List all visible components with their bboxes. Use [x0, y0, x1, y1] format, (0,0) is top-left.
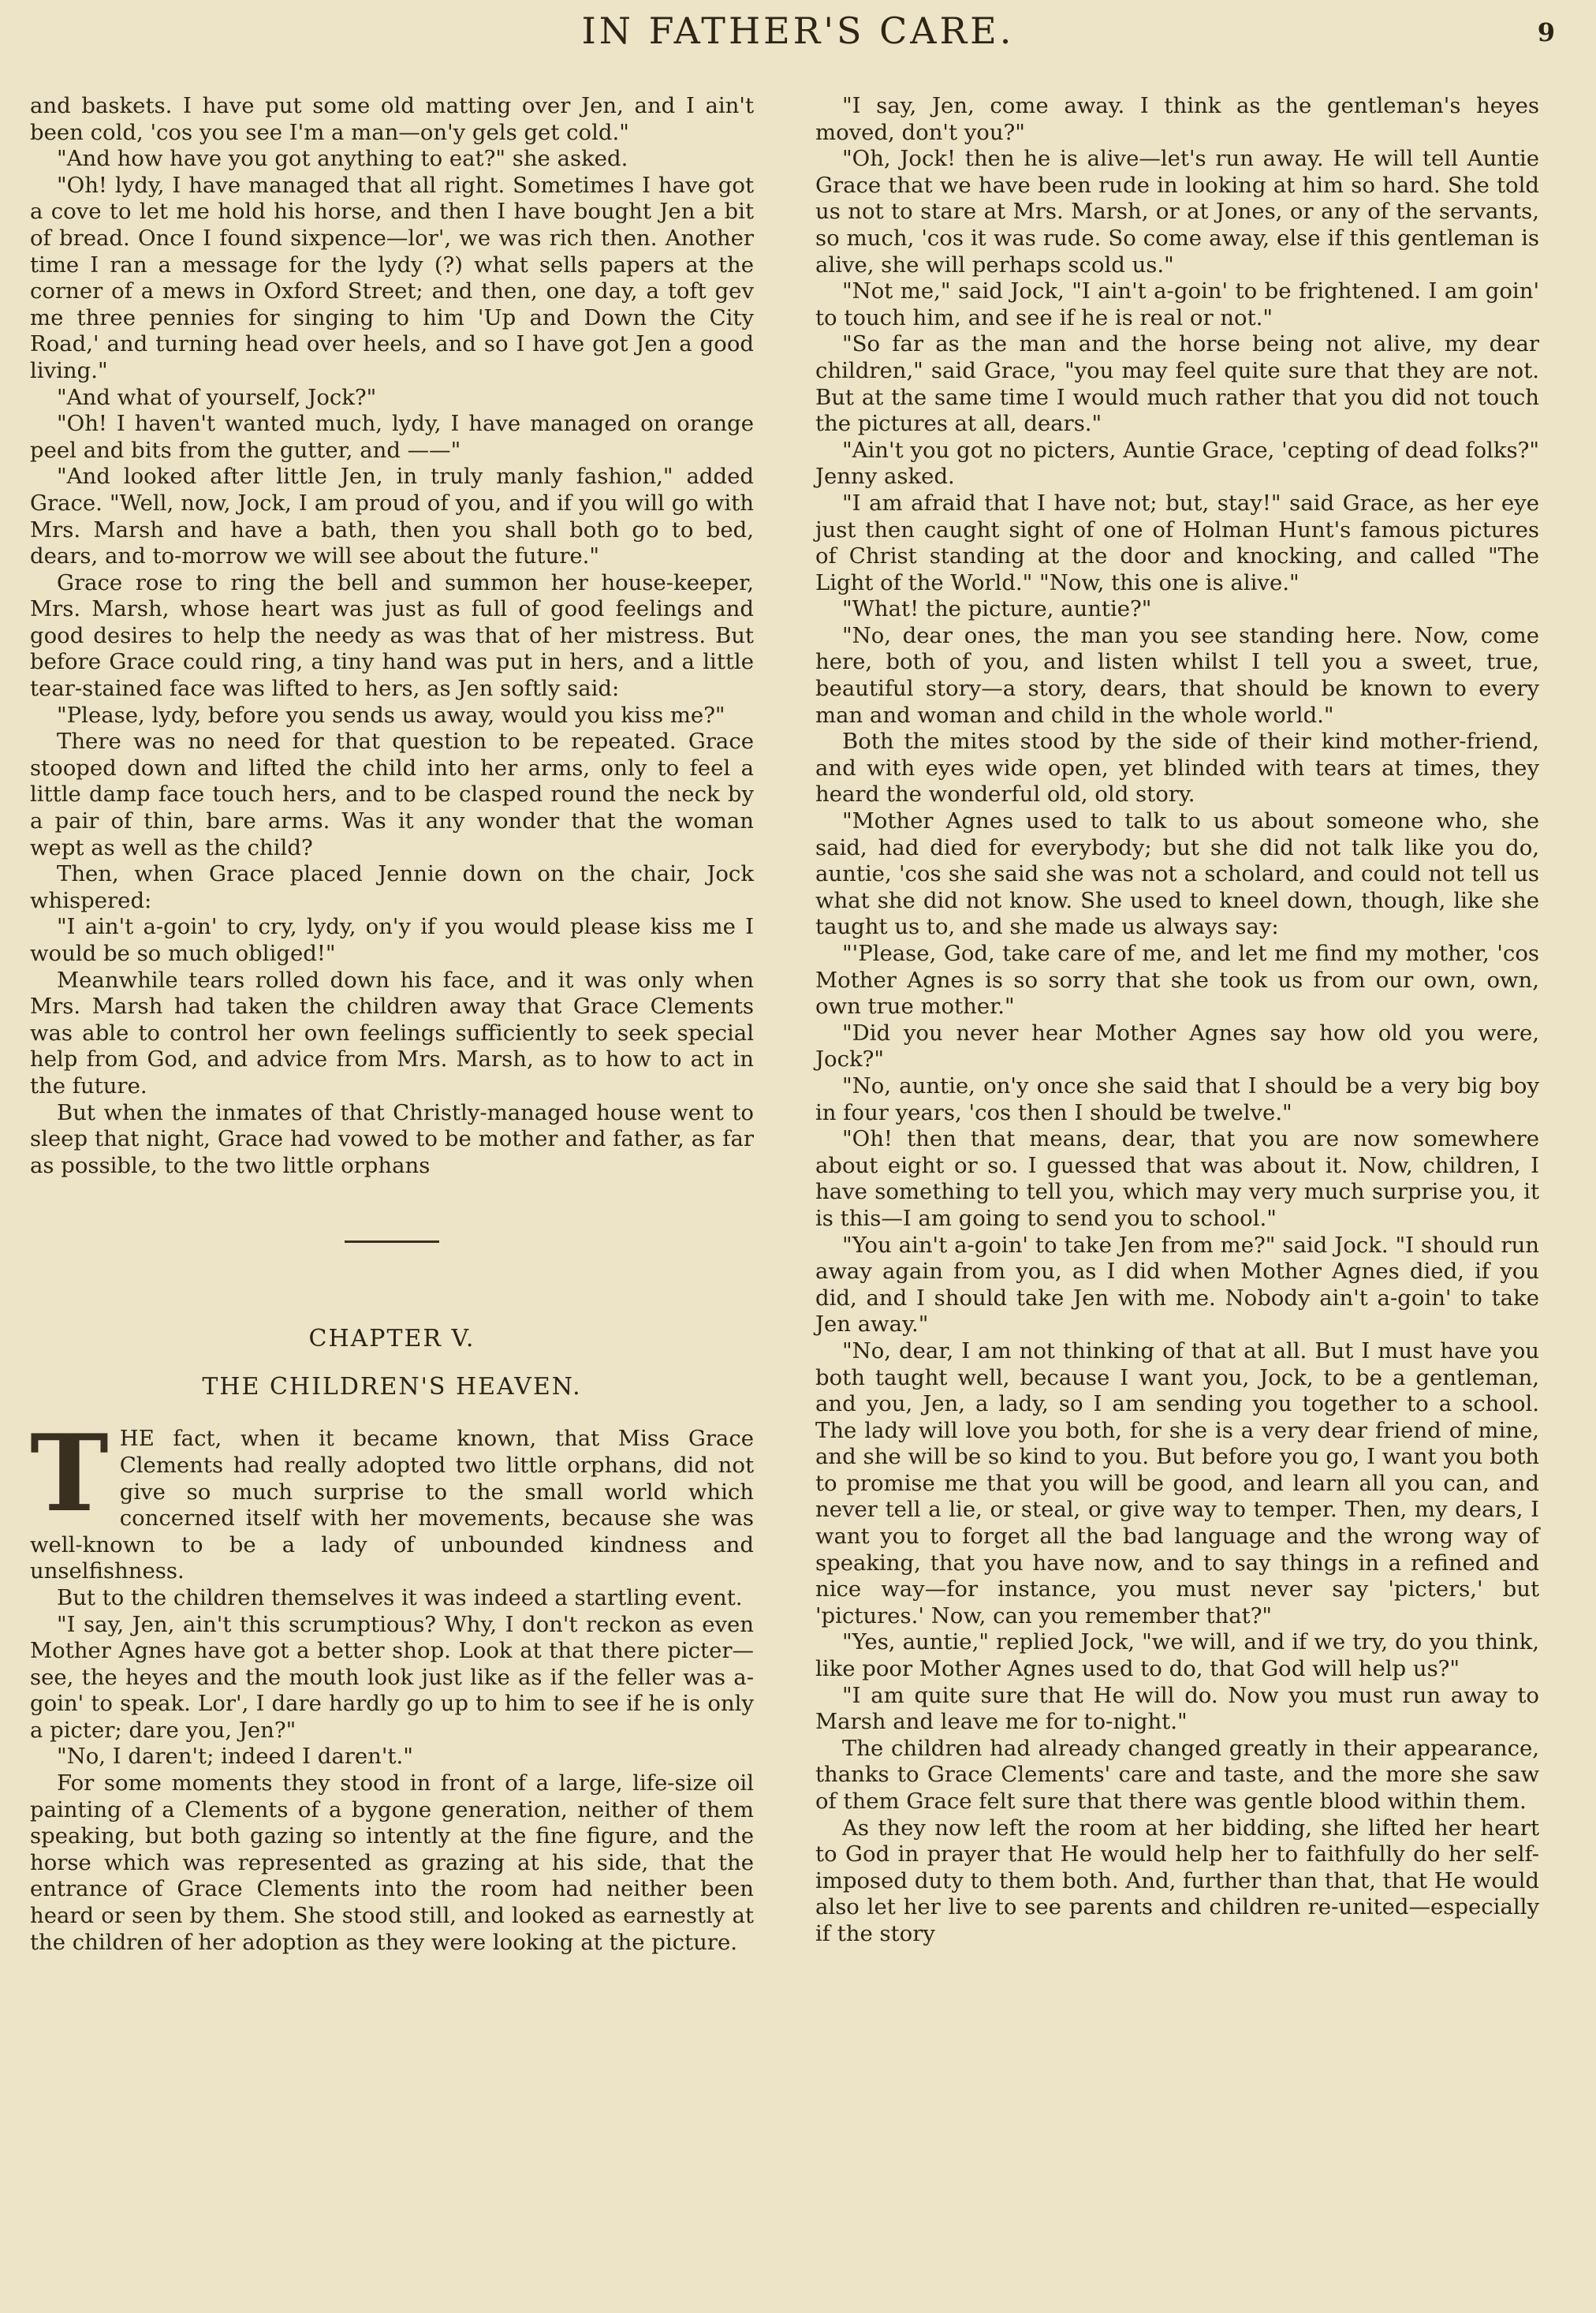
paragraph: Both the mites stood by the side of their kind mother-friend, and with eyes wide open, yet blinded with tears at times, they heard the wonderful old, old story. — [815, 729, 1539, 808]
paragraph: "Please, lydy, before you sends us away, would you kiss me?" — [57, 702, 725, 728]
paragraph: "Did you never hear Mother Agnes say how old you were, Jock?" — [815, 1020, 1539, 1073]
paragraph: "I am quite sure that He will do. Now you must run away to Marsh and leave me for to-night." — [815, 1682, 1539, 1735]
paragraph: "And looked after little Jen, in truly manly fashion," added Grace. "Well, now, Jock, I am proud of you, and if you will go with Mrs. Marsh and have a bath, then you shall both go to bed, dears, and to-morrow we will see about the future." — [30, 464, 754, 569]
paragraph: Then, when Grace placed Jennie down on the chair, Jock whispered: — [30, 861, 754, 913]
paragraph: But when the inmates of that Christly-managed house went to sleep that night, Grace had vowed to be mother and father, as far as possible, to the two little orphans — [30, 1099, 754, 1178]
paragraph: "'Please, God, take care of me, and let me find my mother, 'cos Mother Agnes is so sorry that she took us from our own, own, own true mother." — [815, 941, 1539, 1020]
paragraph: "Ain't you got no picters, Auntie Grace, 'cepting of dead folks?" Jenny asked. — [815, 437, 1539, 490]
paragraph: "I say, Jen, ain't this scrumptious? Why, I don't reckon as even Mother Agnes have got a better shop. Look at that there picter—see, the heyes and the mouth look just like as if the feller was a-goin' to speak. Lor', I dare hardly go up to him to see if he is only a picter; dare you, Jen?" — [30, 1611, 754, 1743]
paragraph: "Oh, Jock! then he is alive—let's run away. He will tell Auntie Grace that we have been rude in looking at him so hard. She told us not to stare at Mrs. Marsh, or at Jones, or any of the servants, so much, 'cos it was rude. So come away, else if this gentleman is alive, she will perhaps scold us." — [815, 146, 1539, 278]
chapter-number: CHAPTER V. — [308, 1325, 475, 1353]
paragraph: and baskets. I have put some old matting over Jen, and I ain't been cold, 'cos you see I'm a man—on'y gels get cold." — [30, 93, 754, 145]
chapter-opening-paragraph — [30, 1411, 754, 1585]
page-number: 9 — [1537, 17, 1555, 47]
paragraph: "Not me," said Jock, "I ain't a-goin' to be frightened. I am goin' to touch him, and see if he is real or not." — [815, 278, 1539, 330]
opening-text: HE fact, when it became known, that Miss Grace Clements had really adopted two little orphans, did not give so much surprise to the small world which concerned itself with her movements, because she was well-known to be a lady of unbounded kindness and unselfishness. — [30, 1426, 754, 1584]
paragraph: "Yes, auntie," replied Jock, "we will, and if we try, do you think, like poor Mother Agnes used to do, that God will help us?" — [815, 1629, 1539, 1682]
paragraph: "I am afraid that I have not; but, stay!" said Grace, as her eye just then caught sight of one of Holman Hunt's famous pictures of Christ standing at the door and knocking, and called "The Light of the World." "Now, this one is alive." — [815, 490, 1539, 595]
paragraph: Grace rose to ring the bell and summon her house-keeper, Mrs. Marsh, whose heart was just as full of good feelings and good desires to help the needy as was that of her mistress. But before Grace could ring, a tiny hand was put in hers, and a little tear-stained face was lifted to hers, as Jen softly said: — [30, 569, 754, 702]
paragraph: "No, dear, I am not thinking of that at all. But I must have you both taught well, because I want you, Jock, to be a gentleman, and you, Jen, a lady, so I am sending you together to a school. The lady will love you both, for she is a very dear friend of mine, and she will be so kind to you. But before you go, I want you both to promise me that you will be good, and learn all you can, and never tell a lie, or steal, or give way to temper. Then, my dears, I want you to forget all the bad language and the wrong way of speaking, that you have now, and to say things in a refined and nice way—for instance, you must never say 'picters,' but 'pictures.' Now, can you remember that?" — [815, 1337, 1539, 1628]
paragraph: "And how have you got anything to eat?" she asked. — [57, 146, 628, 172]
paragraph: But to the children themselves it was indeed a startling event. — [57, 1584, 743, 1610]
paragraph: "No, dear ones, the man you see standing here. Now, come here, both of you, and listen whilst I tell you a sweet, true, beautiful story—a story, dears, that should be known to every man and woman and child in the whole world." — [815, 622, 1539, 728]
paragraph: "No, auntie, on'y once she said that I should be a very big boy in four years, 'cos then I should be twelve." — [815, 1073, 1539, 1125]
running-title: IN FATHER'S CARE. — [581, 9, 1015, 52]
paragraph: "What! the picture, auntie?" — [842, 596, 1152, 622]
paragraph: "Oh! I haven't wanted much, lydy, I have managed on orange peel and bits from the gutter, and ——" — [30, 411, 754, 463]
paragraph: "So far as the man and the horse being not alive, my dear children," said Grace, "you may feel quite sure that they are not. But at the same time I would much rather that you did not touch the pictures at all, dears." — [815, 331, 1539, 437]
paragraph: Meanwhile tears rolled down his face, and it was only when Mrs. Marsh had taken the children away that Grace Clements was able to control her own feelings sufficiently to seek special help from God, and advice from Mrs. Marsh, as to how to act in the future. — [30, 967, 754, 1099]
paragraph: "Oh! then that means, dear, that you are now somewhere about eight or so. I guessed that was about it. Now, children, I have something to tell you, which may very much surprise you, it is this—I am going to send you to school." — [815, 1126, 1539, 1231]
paragraph: There was no need for that question to be repeated. Grace stooped down and lifted the child into her arms, only to feel a little damp face touch hers, and to be clasped round the neck by a pair of thin, bare arms. Was it any wonder that the woman wept as well as the child? — [30, 729, 754, 860]
page-header — [0, 9, 1596, 57]
paragraph: "Mother Agnes used to talk to us about someone who, she said, had died for everybody; but she did not talk like you do, auntie, 'cos she said she was not a scholard, and could not tell us what she did not know. She used to kneel down, though, like she taught us to, and she made us always say: — [815, 808, 1539, 940]
section-divider — [345, 1240, 439, 1243]
left-column — [30, 93, 754, 1956]
paragraph: "And what of yourself, Jock?" — [57, 384, 377, 410]
paragraph: "Oh! lydy, I have managed that all right. Sometimes I have got a cove to let me hold his horse, and then I have bought Jen a bit of bread. Once I found sixpence—lor', we was rich then. Another time I ran a message for the lydy (?) what sells papers at the corner of a mews in Oxford Street; and then, one day, a toft gev me three pennies for singing to him 'Up and Down the City Road,' and turning head over heels, and so I have got Jen a good living." — [30, 172, 754, 383]
paragraph: As they now left the room at her bidding, she lifted her heart to God in prayer that He would help her to faithfully do her self-imposed duty to them both. And, further than that, that He would also let her live to see parents and children re-united—especially if the story — [815, 1815, 1539, 1946]
paragraph: "No, I daren't; indeed I daren't." — [57, 1744, 413, 1770]
paragraph: "I ain't a-goin' to cry, lydy, on'y if you would please kiss me I would be so much obliged!" — [30, 914, 754, 966]
right-column — [815, 93, 1539, 1948]
paragraph: For some moments they stood in front of a large, life-size oil painting of a Clements of a bygone generation, neither of them speaking, but both gazing so intently at the fine figure, and the horse which was represented as grazing at his side, that the entrance of Grace Clements into the room had neither been heard or seen by them. She stood still, and looked as earnestly at the children of her adoption as they were looking at the picture. — [30, 1770, 754, 1955]
chapter-title: THE CHILDREN'S HEAVEN. — [202, 1373, 582, 1401]
paragraph: "I say, Jen, come away. I think as the gentleman's heyes moved, don't you?" — [815, 93, 1539, 145]
paragraph: "You ain't a-goin' to take Jen from me?" said Jock. "I should run away again from you, as I did when Mother Agnes died, if you did, and I should take Jen with me. Nobody ain't a-goin' to take Jen away." — [815, 1232, 1539, 1337]
paragraph: The children had already changed greatly in their appearance, thanks to Grace Clements' care and taste, and the more she saw of them Grace felt sure that there was gentle blood within them. — [815, 1735, 1539, 1814]
drop-cap: T — [30, 1411, 109, 1536]
